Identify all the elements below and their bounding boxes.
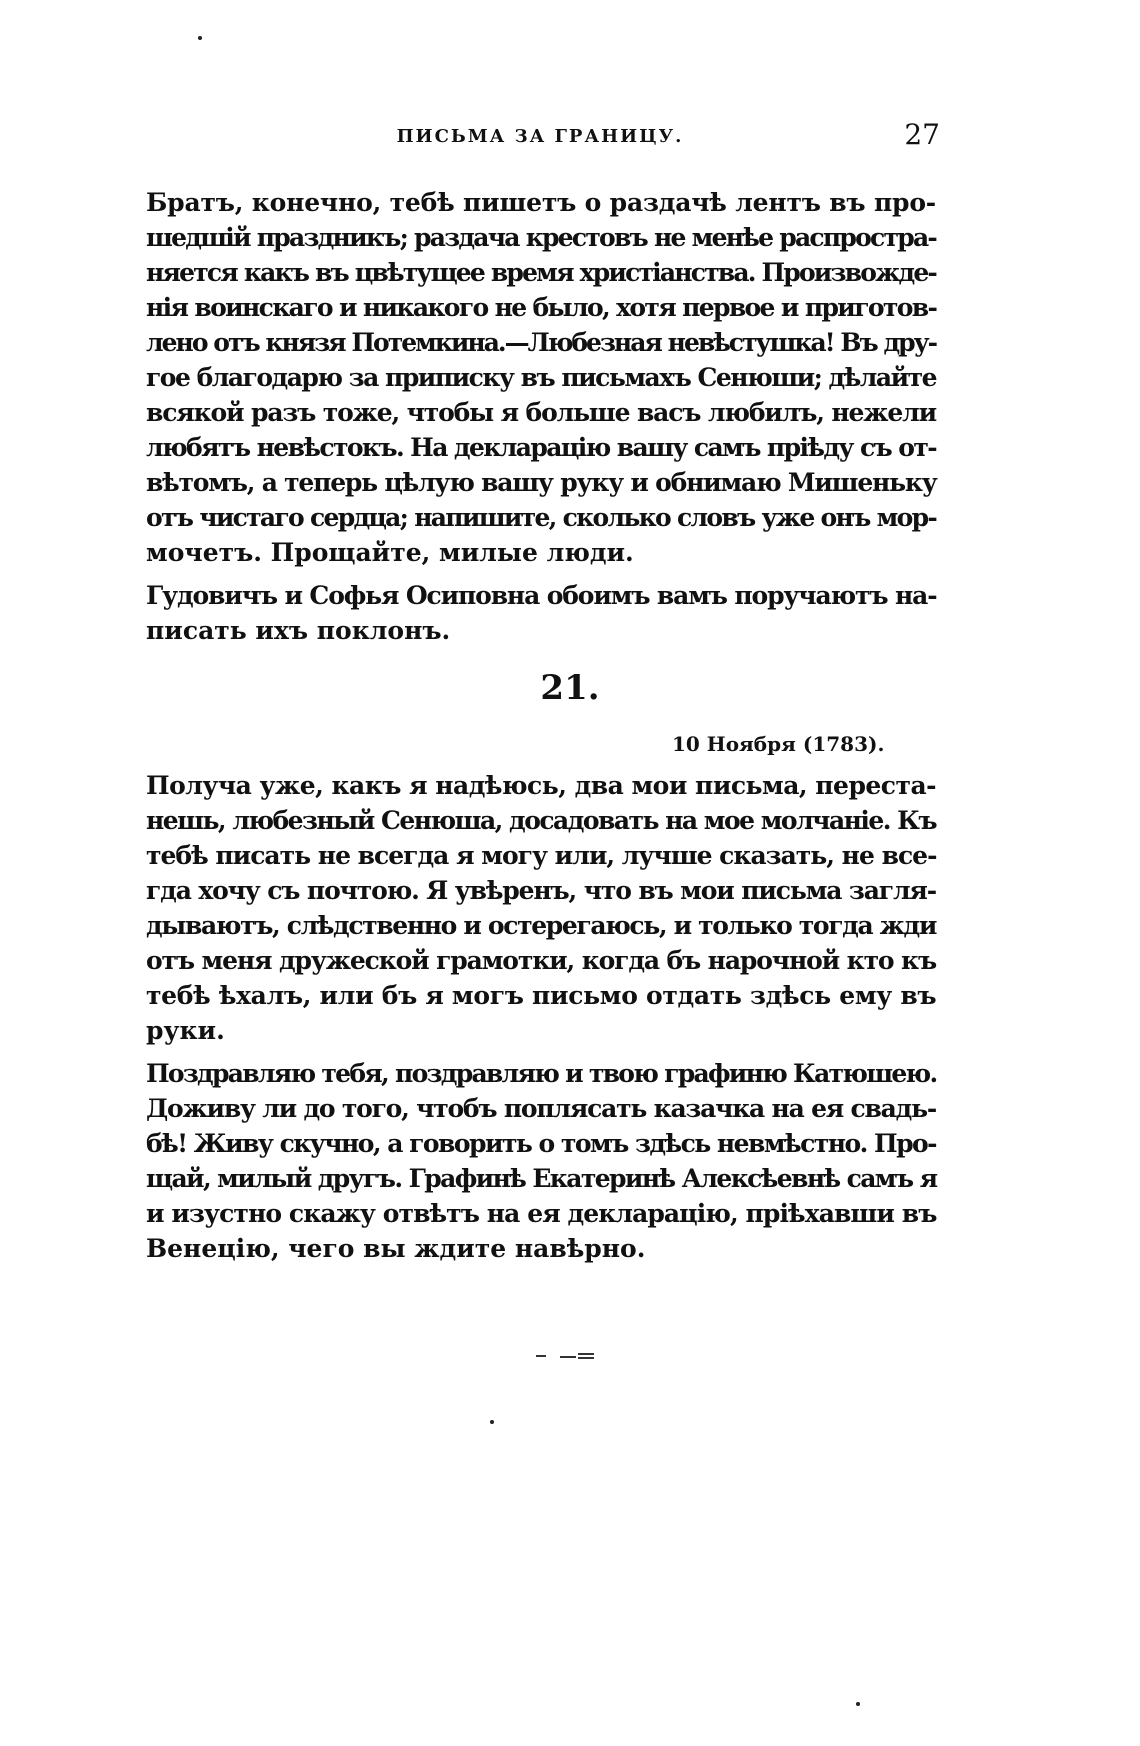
text-line: отъ меня дружеской грамотки, когда бъ нарочной кто къ — [146, 946, 937, 975]
text-line: руки. — [146, 1016, 225, 1045]
end-rule — [536, 1353, 594, 1359]
letter-20-continuation — [146, 185, 936, 656]
text-line: нешь, любезный Сенюша, досадовать на мое молчаніе. Къ — [146, 806, 936, 835]
text-line: шедшій праздникъ; раздача крестовъ не менѣе распростра- — [146, 223, 936, 252]
letter-21-body — [146, 768, 936, 1274]
text-line: тебѣ ѣхалъ, или бъ я могъ письмо отдать здѣсь ему въ — [146, 981, 937, 1010]
text-line: нія воинскаго и никакого не было, хотя первое и приготов- — [146, 293, 937, 322]
print-speck — [490, 1420, 494, 1424]
text-line: Получа уже, какъ я надѣюсь, два мои письма, переста- — [146, 771, 936, 800]
text-line: любятъ невѣстокъ. На декларацію вашу самъ пріѣду съ от- — [146, 433, 936, 462]
text-line: Венецію, чего вы ждите навѣрно. — [146, 1234, 646, 1263]
paragraph — [146, 768, 936, 1048]
text-line: тебѣ писать не всегда я могу или, лучше сказать, не все- — [146, 841, 937, 870]
page-number: 27 — [904, 118, 940, 151]
print-speck — [856, 1702, 860, 1706]
letter-date: 10 Ноября (1783). — [672, 732, 885, 756]
text-line: няется какъ въ цвѣтущее время христіанства. Произвожде- — [146, 258, 936, 287]
text-line: отъ чистаго сердца; напишите, сколько словъ уже онъ мор- — [146, 503, 936, 532]
running-title: ПИСЬМА ЗА ГРАНИЦУ. — [396, 126, 684, 147]
text-line: вѣтомъ, а теперь цѣлую вашу руку и обнимаю Мишеньку — [146, 468, 937, 497]
print-speck — [198, 36, 202, 40]
text-line: мочетъ. Прощайте, милые люди. — [146, 538, 634, 567]
text-line: и изустно скажу отвѣтъ на ея декларацію, пріѣхавши въ — [146, 1199, 937, 1228]
text-line: гое благодарю за приписку въ письмахъ Сенюши; дѣлайте — [146, 363, 936, 392]
text-line: бѣ! Живу скучно, а говорить о томъ здѣсь невмѣстно. Про- — [146, 1129, 936, 1158]
paragraph — [146, 1056, 936, 1266]
text-line: Доживу ли до того, чтобъ поплясать казачка на ея свадь- — [146, 1094, 936, 1123]
text-line: гда хочу съ почтою. Я увѣренъ, что въ мои письма загля- — [146, 876, 936, 905]
text-line: Братъ, конечно, тебѣ пишетъ о раздачѣ лентъ въ про- — [146, 188, 936, 217]
text-line: лено отъ князя Потемкина.—Любезная невѣстушка! Въ дру- — [146, 328, 936, 357]
paragraph — [146, 578, 936, 648]
text-line: Гудовичъ и Софья Осиповна обоимъ вамъ поручаютъ на- — [146, 581, 937, 610]
running-head — [140, 118, 940, 158]
text-line: Поздравляю тебя, поздравляю и твою графиню Катюшею. — [146, 1059, 937, 1088]
text-line: щай, милый другъ. Графинѣ Екатеринѣ Алексѣевнѣ самъ я — [146, 1164, 937, 1193]
text-line: дываютъ, слѣдственно и остерегаюсь, и только тогда жди — [146, 911, 936, 940]
text-line: всякой разъ тоже, чтобы я больше васъ любилъ, нежели — [146, 398, 936, 427]
letter-number: 21. — [540, 668, 600, 708]
text-line: писать ихъ поклонъ. — [146, 616, 451, 645]
paragraph — [146, 185, 936, 570]
